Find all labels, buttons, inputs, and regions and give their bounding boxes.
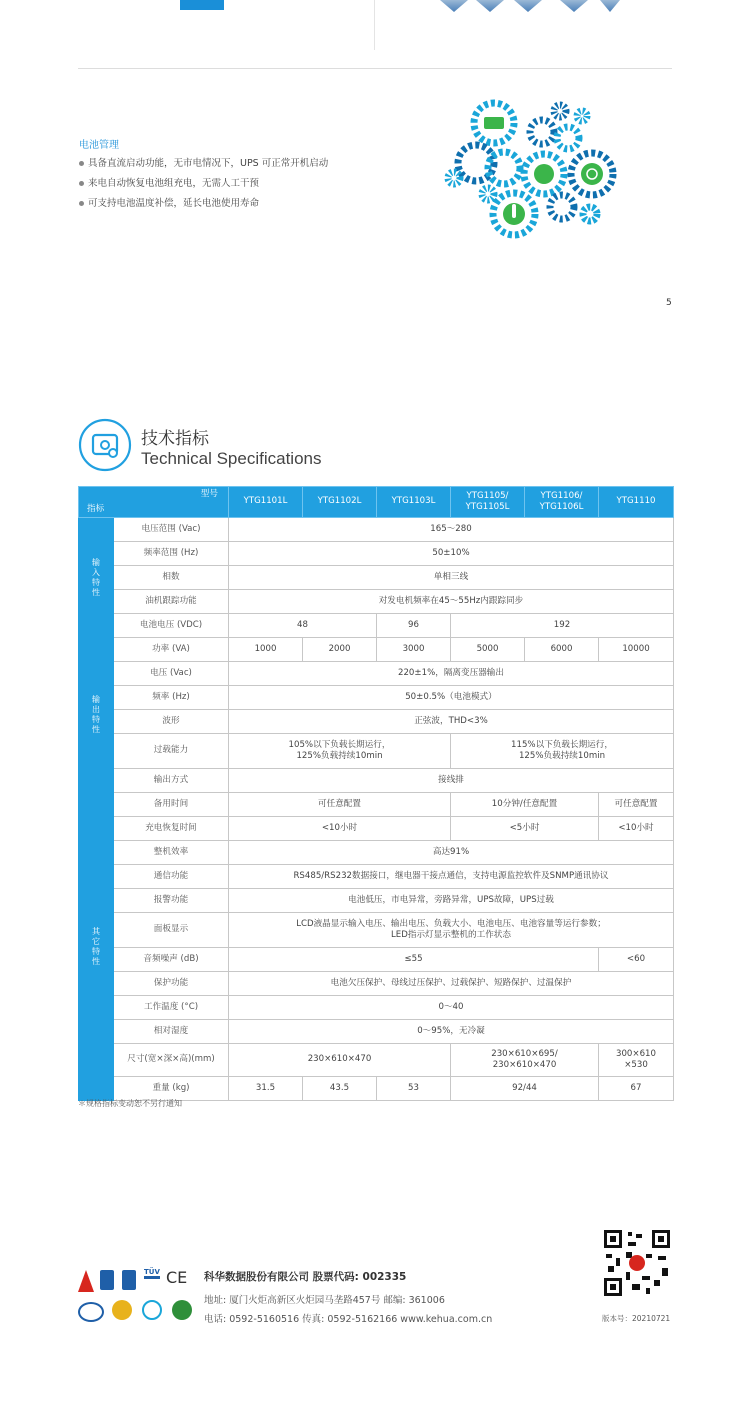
battery-item: 具备直流启动功能，无市电情况下，UPS 可正常开机启动 bbox=[79, 155, 328, 169]
cell: 230×610×470 bbox=[229, 1044, 451, 1077]
cell: 接线排 bbox=[229, 769, 674, 793]
cell: 115%以下负载长期运行， 125%负载持续10min bbox=[451, 734, 674, 769]
cell: RS485/RS232数据接口，继电器干接点通信，支持电源监控软件及SNMP通讯协议 bbox=[229, 865, 674, 889]
cell: 31.5 bbox=[229, 1077, 303, 1101]
specs-icon bbox=[78, 418, 132, 472]
gem-icon bbox=[514, 0, 542, 12]
section-subtitle: Technical Specifications bbox=[141, 449, 322, 468]
section-title: 技术指标 bbox=[141, 429, 209, 449]
row-label: 工作温度 (°C) bbox=[114, 996, 229, 1020]
award-icon bbox=[112, 1300, 132, 1320]
group-label-other: 其它特性 bbox=[79, 793, 114, 1101]
row-label: 报警功能 bbox=[114, 889, 229, 913]
cell: 48 bbox=[229, 614, 377, 638]
row-label: 输出方式 bbox=[114, 769, 229, 793]
cell: 高达91% bbox=[229, 841, 674, 865]
cell: 50±10% bbox=[229, 542, 674, 566]
gem-icon bbox=[440, 0, 468, 12]
cell: 10分钟/任意配置 bbox=[451, 793, 599, 817]
cell: 2000 bbox=[303, 638, 377, 662]
model-header: YTG1103L bbox=[377, 487, 451, 518]
cell: 5000 bbox=[451, 638, 525, 662]
cell: <10小时 bbox=[599, 817, 674, 841]
row-label: 电压 (Vac) bbox=[114, 662, 229, 686]
cell: ≤55 bbox=[229, 948, 599, 972]
company-name: 科华数据股份有限公司 股票代码: 002335 bbox=[204, 1271, 407, 1283]
cell: LCD液晶显示输入电压、输出电压、负载大小、电池电压、电池容量等运行参数； LED指示灯显示整机的工作状态 bbox=[229, 913, 674, 948]
cell: 6000 bbox=[525, 638, 599, 662]
divider bbox=[374, 0, 375, 50]
divider bbox=[78, 68, 672, 69]
battery-item: 可支持电池温度补偿，延长电池使用寿命 bbox=[79, 195, 259, 209]
cell: 43.5 bbox=[303, 1077, 377, 1101]
cell: 96 bbox=[377, 614, 451, 638]
group-label-input: 输入特性 bbox=[79, 518, 114, 638]
ce-mark-icon: CE bbox=[166, 1268, 188, 1287]
cell: 230×610×695/ 230×610×470 bbox=[451, 1044, 599, 1077]
version-label: 版本号：20210721 bbox=[602, 1314, 671, 1323]
row-label: 功率 (VA) bbox=[114, 638, 229, 662]
cell: 67 bbox=[599, 1077, 674, 1101]
flame-logo-icon bbox=[78, 1270, 94, 1292]
cell: 电池欠压保护、母线过压保护、过载保护、短路保护、过温保护 bbox=[229, 972, 674, 996]
company-address: 地址: 厦门火炬高新区火炬园马垄路457号 邮编: 361006 bbox=[204, 1295, 445, 1306]
cell: <10小时 bbox=[229, 817, 451, 841]
row-label: 音频噪声 (dB) bbox=[114, 948, 229, 972]
cell: 92/44 bbox=[451, 1077, 599, 1101]
row-label: 通信功能 bbox=[114, 865, 229, 889]
row-label: 波形 bbox=[114, 710, 229, 734]
cell: 220±1%，隔离变压器输出 bbox=[229, 662, 674, 686]
cell: 可任意配置 bbox=[229, 793, 451, 817]
row-label: 面板显示 bbox=[114, 913, 229, 948]
row-label: 相对湿度 bbox=[114, 1020, 229, 1044]
qr-code-icon bbox=[602, 1228, 672, 1298]
cell: 对发电机频率在45～55Hz内跟踪同步 bbox=[229, 590, 674, 614]
cell: 3000 bbox=[377, 638, 451, 662]
gem-icon bbox=[560, 0, 588, 12]
gears-illustration-icon bbox=[440, 96, 622, 246]
gem-icon bbox=[476, 0, 504, 12]
cell: 10000 bbox=[599, 638, 674, 662]
cell: 165～280 bbox=[229, 518, 674, 542]
model-header: YTG1105/ YTG1105L bbox=[451, 487, 525, 518]
model-header: YTG1101L bbox=[229, 487, 303, 518]
row-label: 尺寸(宽×深×高)(mm) bbox=[114, 1044, 229, 1077]
cell: 105%以下负载长期运行， 125%负载持续10min bbox=[229, 734, 451, 769]
row-label: 电池电压 (VDC) bbox=[114, 614, 229, 638]
row-label: 重量 (kg) bbox=[114, 1077, 229, 1101]
cert-seal-icon bbox=[142, 1300, 162, 1320]
group-label-output: 输出特性 bbox=[79, 638, 114, 793]
dnv-cert-icon bbox=[100, 1270, 114, 1290]
row-label: 频率 (Hz) bbox=[114, 686, 229, 710]
row-label: 油机跟踪功能 bbox=[114, 590, 229, 614]
spec-note: ＊规格指标变动恕不另行通知 bbox=[78, 1099, 182, 1108]
gem-icon bbox=[600, 0, 620, 12]
cell: <60 bbox=[599, 948, 674, 972]
row-label: 整机效率 bbox=[114, 841, 229, 865]
cell: 1000 bbox=[229, 638, 303, 662]
company-contact: 电话: 0592-5160516 传真: 0592-5162166 www.kehua.com.cn bbox=[204, 1314, 493, 1325]
row-label: 过载能力 bbox=[114, 734, 229, 769]
row-label: 电压范围 (Vac) bbox=[114, 518, 229, 542]
cell: 可任意配置 bbox=[599, 793, 674, 817]
row-label: 频率范围 (Hz) bbox=[114, 542, 229, 566]
spec-table bbox=[78, 486, 674, 1101]
table-header-corner: 型号 指标 bbox=[79, 487, 229, 518]
cell: 300×610 ×530 bbox=[599, 1044, 674, 1077]
cell: 192 bbox=[451, 614, 674, 638]
battery-item: 来电自动恢复电池组充电，无需人工干预 bbox=[79, 175, 259, 189]
model-header: YTG1102L bbox=[303, 487, 377, 518]
tlc-logo-icon bbox=[78, 1302, 104, 1322]
cell: 单相三线 bbox=[229, 566, 674, 590]
top-decoration bbox=[180, 0, 224, 10]
row-label: 备用时间 bbox=[114, 793, 229, 817]
row-label: 充电恢复时间 bbox=[114, 817, 229, 841]
battery-title: 电池管理 bbox=[79, 140, 119, 151]
cell: 53 bbox=[377, 1077, 451, 1101]
page-number: 5 bbox=[666, 298, 672, 308]
row-label: 保护功能 bbox=[114, 972, 229, 996]
cell: 电池低压，市电异常，旁路异常，UPS故障，UPS过载 bbox=[229, 889, 674, 913]
cell: 0～95%，无冷凝 bbox=[229, 1020, 674, 1044]
cell: 正弦波，THD<3% bbox=[229, 710, 674, 734]
dnv-cert-icon bbox=[122, 1270, 136, 1290]
cell: 0～40 bbox=[229, 996, 674, 1020]
model-header: YTG1106/ YTG1106L bbox=[525, 487, 599, 518]
tuv-cert-icon: TÜV bbox=[144, 1268, 160, 1279]
cell: <5小时 bbox=[451, 817, 599, 841]
model-header: YTG1110 bbox=[599, 487, 674, 518]
green-seal-icon bbox=[172, 1300, 192, 1320]
cell: 50±0.5%（电池模式） bbox=[229, 686, 674, 710]
row-label: 相数 bbox=[114, 566, 229, 590]
